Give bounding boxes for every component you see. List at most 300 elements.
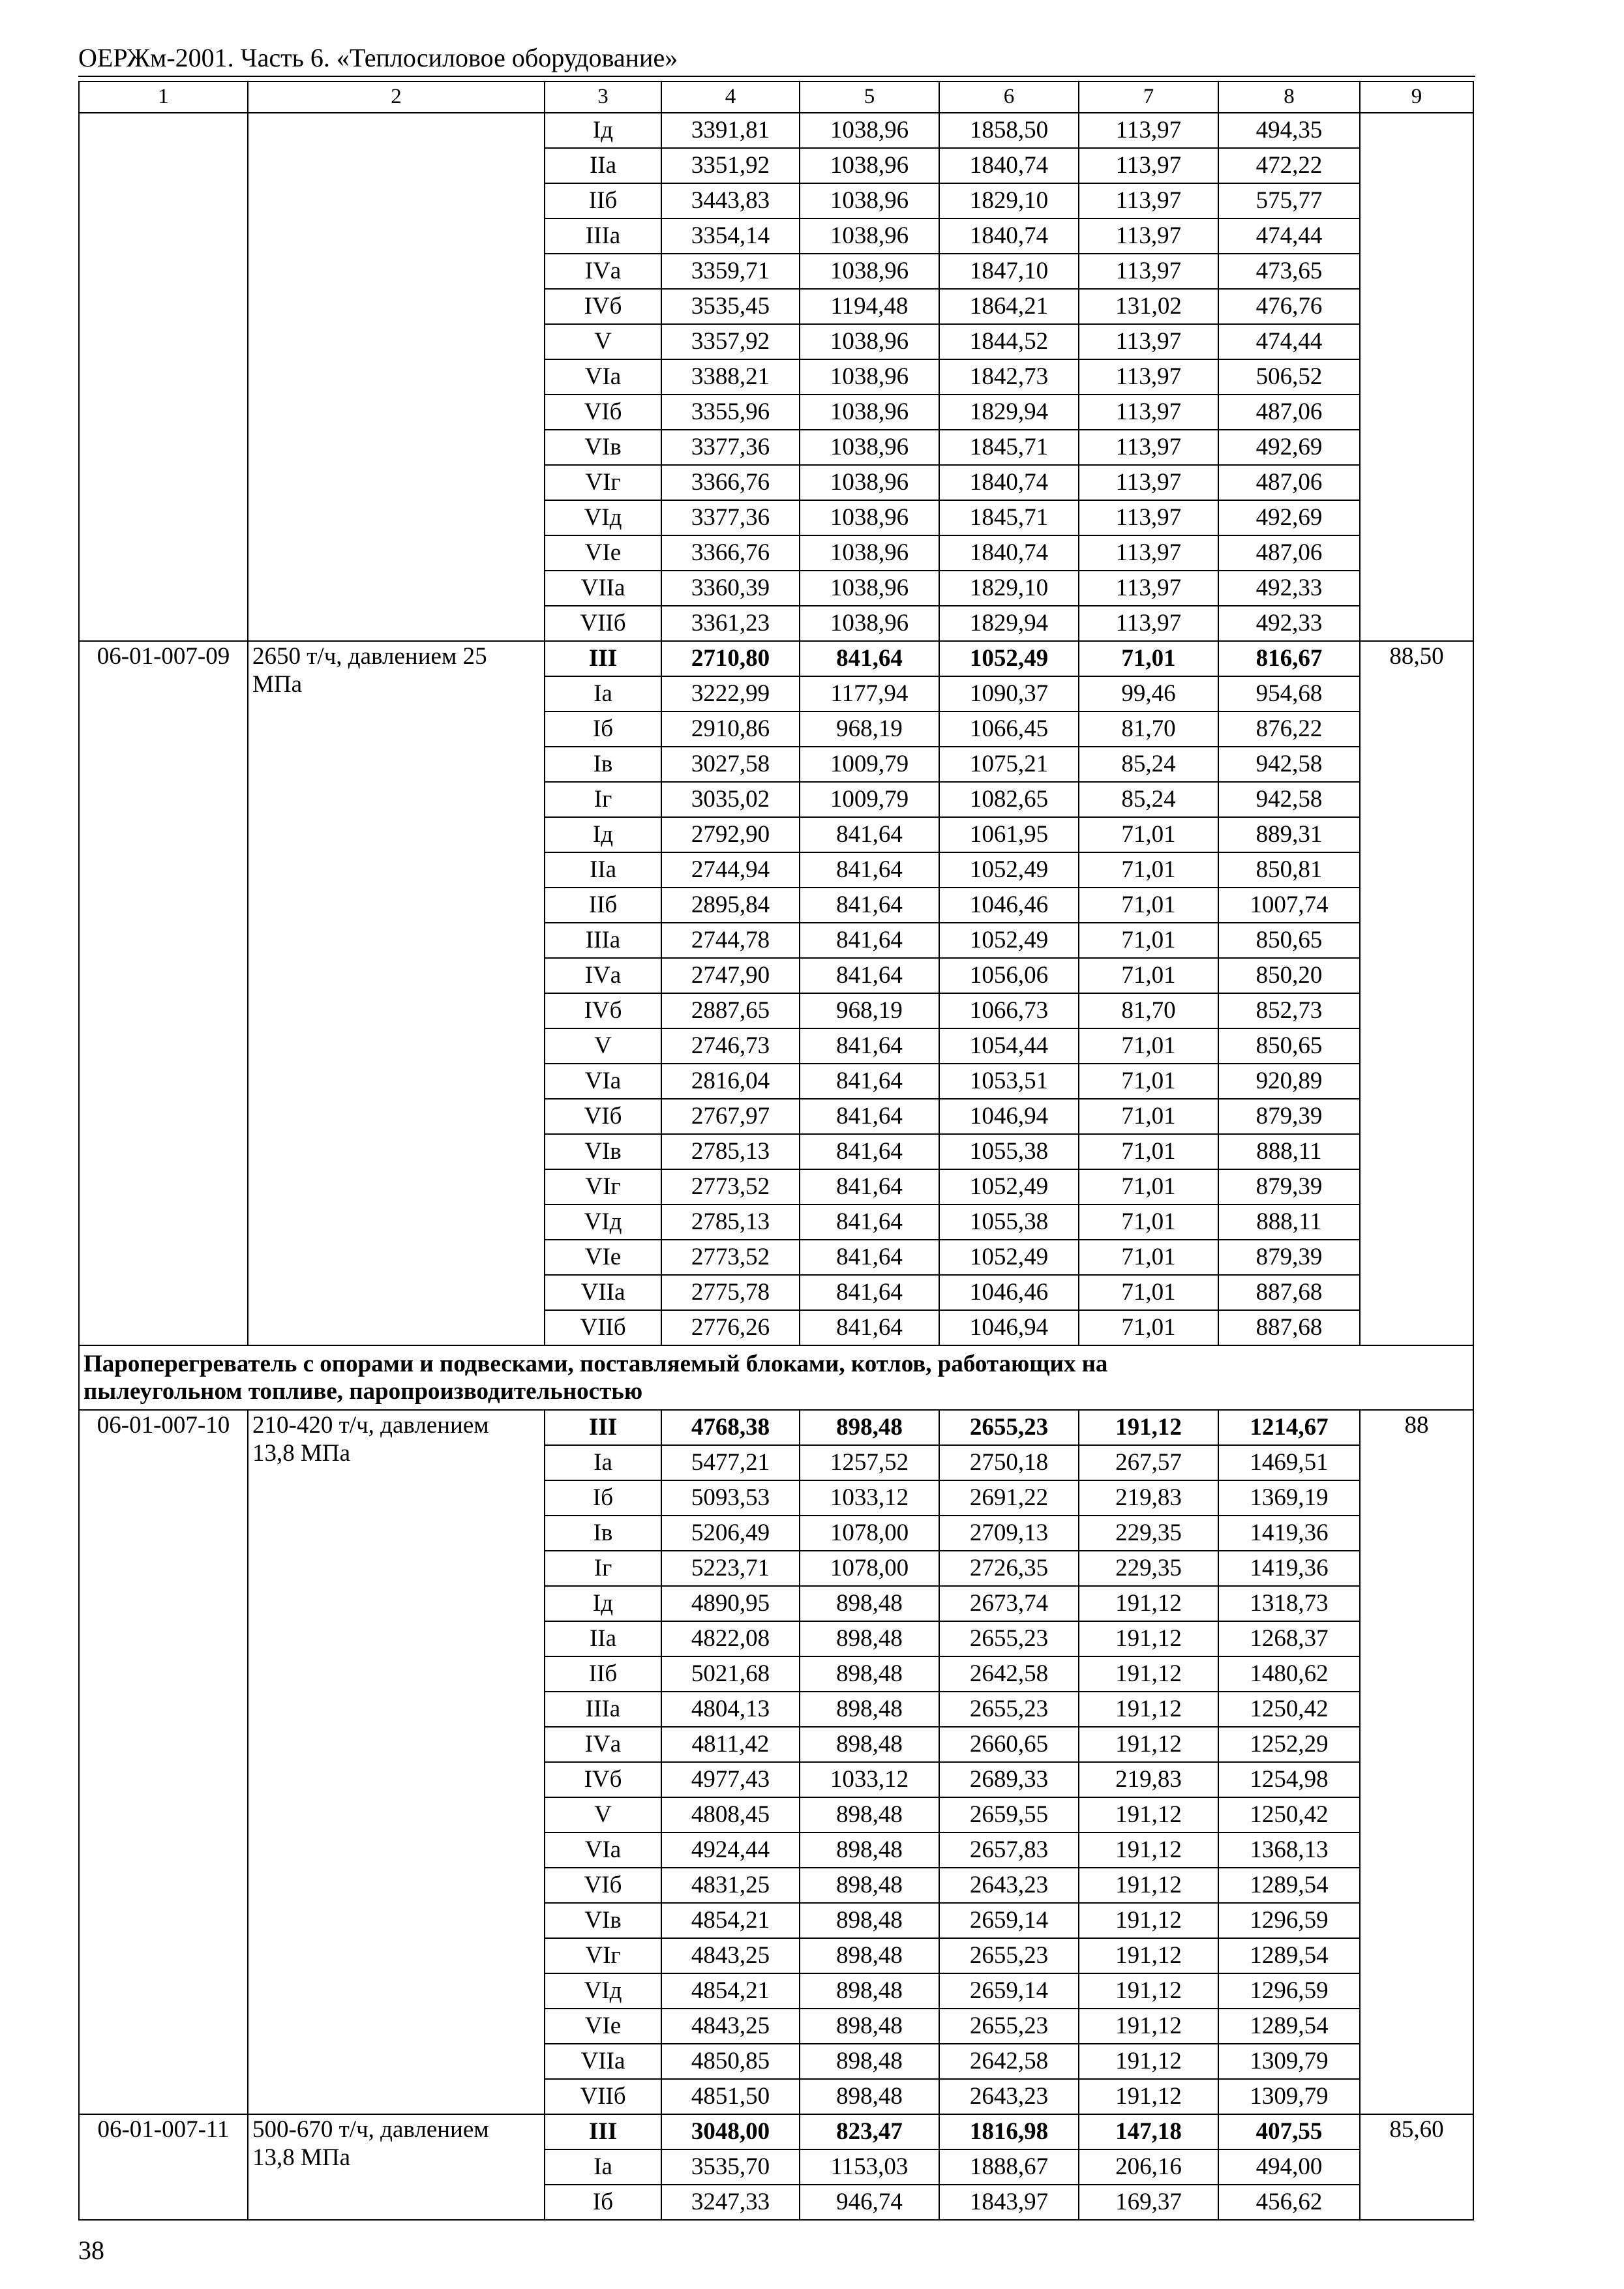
machine-costs-cell: 1840,74 <box>939 218 1079 254</box>
operator-wages-cell: 113,97 <box>1079 500 1218 535</box>
zone-cell: VIг <box>545 1938 661 1973</box>
labor-hours-cell: 88 <box>1360 1410 1473 2114</box>
direct-costs-cell: 4843,25 <box>661 2009 800 2044</box>
zone-cell: VIIа <box>545 2044 661 2079</box>
machine-costs-cell: 1046,94 <box>939 1099 1079 1134</box>
zone-cell: VIIа <box>545 1275 661 1310</box>
table-row <box>79 2114 1473 2149</box>
materials-cell: 492,69 <box>1218 430 1360 465</box>
direct-costs-cell: 2744,94 <box>661 852 800 888</box>
machine-costs-cell: 1840,74 <box>939 535 1079 571</box>
labor-wages-cell: 898,48 <box>800 1797 939 1833</box>
zone-cell: VIе <box>545 1240 661 1275</box>
operator-wages-cell: 71,01 <box>1079 641 1218 676</box>
zone-cell: IIб <box>545 888 661 923</box>
operator-wages-cell: 71,01 <box>1079 1099 1218 1134</box>
machine-costs-cell: 2655,23 <box>939 1938 1079 1973</box>
item-code: 06-01-007-10 <box>79 1410 248 2114</box>
item-code: 06-01-007-11 <box>79 2114 248 2220</box>
operator-wages-cell: 71,01 <box>1079 817 1218 852</box>
materials-cell: 850,20 <box>1218 958 1360 993</box>
operator-wages-cell: 71,01 <box>1079 1204 1218 1240</box>
direct-costs-cell: 4804,13 <box>661 1692 800 1727</box>
direct-costs-cell: 2773,52 <box>661 1169 800 1204</box>
machine-costs-cell: 1046,46 <box>939 1275 1079 1310</box>
direct-costs-cell: 4843,25 <box>661 1938 800 1973</box>
direct-costs-cell: 4808,45 <box>661 1797 800 1833</box>
direct-costs-cell: 2773,52 <box>661 1240 800 1275</box>
machine-costs-cell: 1844,52 <box>939 324 1079 359</box>
zone-cell: IIа <box>545 1621 661 1656</box>
materials-cell: 1309,79 <box>1218 2079 1360 2114</box>
direct-costs-cell: 4854,21 <box>661 1903 800 1938</box>
operator-wages-cell: 191,12 <box>1079 1586 1218 1621</box>
labor-hours-cell: 88,50 <box>1360 641 1473 1345</box>
direct-costs-cell: 4890,95 <box>661 1586 800 1621</box>
column-number: 5 <box>800 82 939 113</box>
machine-costs-cell: 1052,49 <box>939 641 1079 676</box>
materials-cell: 1419,36 <box>1218 1551 1360 1586</box>
operator-wages-cell: 113,97 <box>1079 148 1218 183</box>
labor-wages-cell: 1038,96 <box>800 218 939 254</box>
labor-wages-cell: 898,48 <box>800 1656 939 1692</box>
direct-costs-cell: 2776,26 <box>661 1310 800 1345</box>
column-number: 6 <box>939 82 1079 113</box>
direct-costs-cell: 3366,76 <box>661 535 800 571</box>
materials-cell: 473,65 <box>1218 254 1360 289</box>
machine-costs-cell: 2659,14 <box>939 1903 1079 1938</box>
direct-costs-cell: 2747,90 <box>661 958 800 993</box>
machine-costs-cell: 1052,49 <box>939 1240 1079 1275</box>
zone-cell: V <box>545 1797 661 1833</box>
direct-costs-cell: 5206,49 <box>661 1516 800 1551</box>
direct-costs-cell: 3366,76 <box>661 465 800 500</box>
labor-wages-cell: 841,64 <box>800 1099 939 1134</box>
operator-wages-cell: 147,18 <box>1079 2114 1218 2149</box>
direct-costs-cell: 2785,13 <box>661 1204 800 1240</box>
labor-wages-cell: 946,74 <box>800 2185 939 2220</box>
labor-wages-cell: 1038,96 <box>800 254 939 289</box>
materials-cell: 1289,54 <box>1218 1938 1360 1973</box>
column-number: 9 <box>1360 82 1473 113</box>
zone-cell: VIб <box>545 1099 661 1134</box>
labor-wages-cell: 1038,96 <box>800 430 939 465</box>
labor-wages-cell: 898,48 <box>800 1973 939 2009</box>
operator-wages-cell: 71,01 <box>1079 958 1218 993</box>
operator-wages-cell: 229,35 <box>1079 1516 1218 1551</box>
labor-wages-cell: 1038,96 <box>800 148 939 183</box>
zone-cell: IIб <box>545 183 661 218</box>
labor-wages-cell: 1078,00 <box>800 1551 939 1586</box>
item-code: 06-01-007-09 <box>79 641 248 1345</box>
labor-wages-cell: 898,48 <box>800 1621 939 1656</box>
zone-cell: VIе <box>545 2009 661 2044</box>
machine-costs-cell: 1055,38 <box>939 1134 1079 1169</box>
operator-wages-cell: 219,83 <box>1079 1762 1218 1797</box>
table-body <box>79 113 1473 2220</box>
operator-wages-cell: 191,12 <box>1079 2079 1218 2114</box>
operator-wages-cell: 81,70 <box>1079 711 1218 747</box>
zone-cell: III <box>545 1410 661 1445</box>
operator-wages-cell: 113,97 <box>1079 183 1218 218</box>
zone-cell: VIIб <box>545 606 661 641</box>
machine-costs-cell: 2659,14 <box>939 1973 1079 2009</box>
direct-costs-cell: 4831,25 <box>661 1868 800 1903</box>
zone-cell: Iв <box>545 1516 661 1551</box>
machine-costs-cell: 1056,06 <box>939 958 1079 993</box>
labor-wages-cell: 841,64 <box>800 1028 939 1064</box>
zone-cell: III <box>545 2114 661 2149</box>
zone-cell: Iг <box>545 1551 661 1586</box>
labor-wages-cell: 1257,52 <box>800 1445 939 1480</box>
materials-cell: 1296,59 <box>1218 1903 1360 1938</box>
machine-costs-cell: 1829,10 <box>939 183 1079 218</box>
labor-wages-cell: 1078,00 <box>800 1516 939 1551</box>
machine-costs-cell: 1075,21 <box>939 747 1079 782</box>
materials-cell: 887,68 <box>1218 1310 1360 1345</box>
labor-wages-cell: 898,48 <box>800 1727 939 1762</box>
operator-wages-cell: 191,12 <box>1079 1868 1218 1903</box>
labor-wages-cell: 1033,12 <box>800 1762 939 1797</box>
labor-wages-cell: 1038,96 <box>800 500 939 535</box>
table-header <box>79 82 1473 113</box>
machine-costs-cell: 2642,58 <box>939 2044 1079 2079</box>
materials-cell: 1250,42 <box>1218 1692 1360 1727</box>
labor-wages-cell: 1038,96 <box>800 606 939 641</box>
machine-costs-cell: 1816,98 <box>939 2114 1079 2149</box>
direct-costs-cell: 2744,78 <box>661 923 800 958</box>
materials-cell: 879,39 <box>1218 1240 1360 1275</box>
materials-cell: 1469,51 <box>1218 1445 1360 1480</box>
direct-costs-cell: 3027,58 <box>661 747 800 782</box>
operator-wages-cell: 169,37 <box>1079 2185 1218 2220</box>
page-header-title: ОЕРЖм-2001. Часть 6. «Теплосиловое оборудование» <box>78 43 678 72</box>
materials-cell: 487,06 <box>1218 395 1360 430</box>
machine-costs-cell: 1054,44 <box>939 1028 1079 1064</box>
labor-wages-cell: 841,64 <box>800 1134 939 1169</box>
materials-cell: 1296,59 <box>1218 1973 1360 2009</box>
zone-cell: VIб <box>545 1868 661 1903</box>
direct-costs-cell: 2767,97 <box>661 1099 800 1134</box>
operator-wages-cell: 113,97 <box>1079 324 1218 359</box>
machine-costs-cell: 1052,49 <box>939 923 1079 958</box>
zone-cell: VIIб <box>545 1310 661 1345</box>
labor-wages-cell: 841,64 <box>800 1204 939 1240</box>
machine-costs-cell: 2655,23 <box>939 1692 1079 1727</box>
materials-cell: 888,11 <box>1218 1134 1360 1169</box>
zone-cell: Iа <box>545 1445 661 1480</box>
machine-costs-cell: 1046,94 <box>939 1310 1079 1345</box>
operator-wages-cell: 113,97 <box>1079 571 1218 606</box>
machine-costs-cell: 2689,33 <box>939 1762 1079 1797</box>
labor-wages-cell: 841,64 <box>800 852 939 888</box>
direct-costs-cell: 3377,36 <box>661 430 800 465</box>
labor-wages-cell: 841,64 <box>800 1240 939 1275</box>
materials-cell: 474,44 <box>1218 324 1360 359</box>
materials-cell: 474,44 <box>1218 218 1360 254</box>
direct-costs-cell: 4850,85 <box>661 2044 800 2079</box>
materials-cell: 879,39 <box>1218 1169 1360 1204</box>
operator-wages-cell: 71,01 <box>1079 852 1218 888</box>
materials-cell: 879,39 <box>1218 1099 1360 1134</box>
direct-costs-cell: 4851,50 <box>661 2079 800 2114</box>
zone-cell: VIв <box>545 430 661 465</box>
machine-costs-cell: 1829,10 <box>939 571 1079 606</box>
machine-costs-cell: 2673,74 <box>939 1586 1079 1621</box>
column-number: 4 <box>661 82 800 113</box>
column-number: 2 <box>248 82 545 113</box>
zone-cell: VIд <box>545 1204 661 1240</box>
materials-cell: 1318,73 <box>1218 1586 1360 1621</box>
operator-wages-cell: 71,01 <box>1079 1275 1218 1310</box>
zone-cell: VIд <box>545 500 661 535</box>
materials-cell: 1419,36 <box>1218 1516 1360 1551</box>
operator-wages-cell: 71,01 <box>1079 1134 1218 1169</box>
labor-wages-cell: 841,64 <box>800 817 939 852</box>
machine-costs-cell: 1845,71 <box>939 430 1079 465</box>
materials-cell: 476,76 <box>1218 289 1360 324</box>
labor-hours-cell <box>1360 113 1473 641</box>
operator-wages-cell: 191,12 <box>1079 1656 1218 1692</box>
machine-costs-cell: 2655,23 <box>939 1621 1079 1656</box>
operator-wages-cell: 131,02 <box>1079 289 1218 324</box>
zone-cell: IVа <box>545 958 661 993</box>
materials-cell: 1368,13 <box>1218 1833 1360 1868</box>
table-row <box>79 641 1473 676</box>
zone-cell: IIIа <box>545 923 661 958</box>
materials-cell: 492,33 <box>1218 571 1360 606</box>
labor-wages-cell: 968,19 <box>800 711 939 747</box>
labor-wages-cell: 1194,48 <box>800 289 939 324</box>
zone-cell: Iб <box>545 711 661 747</box>
zone-cell: IVб <box>545 1762 661 1797</box>
column-number: 1 <box>79 82 248 113</box>
machine-costs-cell: 2657,83 <box>939 1833 1079 1868</box>
labor-wages-cell: 841,64 <box>800 888 939 923</box>
direct-costs-cell: 2792,90 <box>661 817 800 852</box>
labor-wages-cell: 898,48 <box>800 1938 939 1973</box>
direct-costs-cell: 3048,00 <box>661 2114 800 2149</box>
materials-cell: 850,81 <box>1218 852 1360 888</box>
labor-wages-cell: 898,48 <box>800 2009 939 2044</box>
zone-cell: VIа <box>545 359 661 395</box>
materials-cell: 456,62 <box>1218 2185 1360 2220</box>
column-number-row <box>79 82 1473 113</box>
zone-cell: Iд <box>545 113 661 148</box>
zone-cell: IVб <box>545 993 661 1028</box>
item-description: 2650 т/ч, давлением 25 МПа <box>248 641 545 1345</box>
zone-cell: VIв <box>545 1903 661 1938</box>
materials-cell: 472,22 <box>1218 148 1360 183</box>
operator-wages-cell: 81,70 <box>1079 993 1218 1028</box>
machine-costs-cell: 2643,23 <box>939 2079 1079 2114</box>
materials-cell: 1252,29 <box>1218 1727 1360 1762</box>
zone-cell: VIа <box>545 1833 661 1868</box>
materials-cell: 1268,37 <box>1218 1621 1360 1656</box>
operator-wages-cell: 191,12 <box>1079 2009 1218 2044</box>
machine-costs-cell: 1046,46 <box>939 888 1079 923</box>
materials-cell: 575,77 <box>1218 183 1360 218</box>
zone-cell: VIг <box>545 465 661 500</box>
zone-cell: Iг <box>545 782 661 817</box>
materials-cell: 487,06 <box>1218 465 1360 500</box>
zone-cell: VIг <box>545 1169 661 1204</box>
operator-wages-cell: 191,12 <box>1079 1833 1218 1868</box>
machine-costs-cell: 1840,74 <box>939 148 1079 183</box>
zone-cell: V <box>545 324 661 359</box>
direct-costs-cell: 3388,21 <box>661 359 800 395</box>
operator-wages-cell: 71,01 <box>1079 923 1218 958</box>
labor-wages-cell: 898,48 <box>800 1833 939 1868</box>
labor-wages-cell: 841,64 <box>800 1310 939 1345</box>
labor-wages-cell: 898,48 <box>800 2044 939 2079</box>
machine-costs-cell: 1845,71 <box>939 500 1079 535</box>
materials-cell: 494,00 <box>1218 2149 1360 2185</box>
direct-costs-cell: 3391,81 <box>661 113 800 148</box>
machine-costs-cell: 1090,37 <box>939 676 1079 711</box>
materials-cell: 852,73 <box>1218 993 1360 1028</box>
zone-cell: IIIа <box>545 218 661 254</box>
direct-costs-cell: 4977,43 <box>661 1762 800 1797</box>
labor-wages-cell: 823,47 <box>800 2114 939 2149</box>
materials-cell: 954,68 <box>1218 676 1360 711</box>
direct-costs-cell: 2775,78 <box>661 1275 800 1310</box>
operator-wages-cell: 113,97 <box>1079 359 1218 395</box>
materials-cell: 506,52 <box>1218 359 1360 395</box>
machine-costs-cell: 2709,13 <box>939 1516 1079 1551</box>
table-row <box>79 1410 1473 1445</box>
direct-costs-cell: 4768,38 <box>661 1410 800 1445</box>
operator-wages-cell: 191,12 <box>1079 1797 1218 1833</box>
labor-wages-cell: 1038,96 <box>800 183 939 218</box>
machine-costs-cell: 1847,10 <box>939 254 1079 289</box>
operator-wages-cell: 113,97 <box>1079 430 1218 465</box>
operator-wages-cell: 113,97 <box>1079 395 1218 430</box>
operator-wages-cell: 113,97 <box>1079 535 1218 571</box>
item-code <box>79 113 248 641</box>
materials-cell: 1007,74 <box>1218 888 1360 923</box>
machine-costs-cell: 1843,97 <box>939 2185 1079 2220</box>
table-row <box>79 113 1473 148</box>
operator-wages-cell: 191,12 <box>1079 1692 1218 1727</box>
labor-wages-cell: 841,64 <box>800 1275 939 1310</box>
direct-costs-cell: 3351,92 <box>661 148 800 183</box>
labor-wages-cell: 898,48 <box>800 1410 939 1445</box>
labor-wages-cell: 841,64 <box>800 1169 939 1204</box>
machine-costs-cell: 1829,94 <box>939 395 1079 430</box>
operator-wages-cell: 191,12 <box>1079 1973 1218 2009</box>
machine-costs-cell: 1840,74 <box>939 465 1079 500</box>
direct-costs-cell: 5223,71 <box>661 1551 800 1586</box>
operator-wages-cell: 219,83 <box>1079 1480 1218 1516</box>
materials-cell: 816,67 <box>1218 641 1360 676</box>
labor-wages-cell: 1038,96 <box>800 359 939 395</box>
operator-wages-cell: 85,24 <box>1079 747 1218 782</box>
direct-costs-cell: 4822,08 <box>661 1621 800 1656</box>
labor-wages-cell: 841,64 <box>800 1064 939 1099</box>
labor-wages-cell: 898,48 <box>800 2079 939 2114</box>
operator-wages-cell: 191,12 <box>1079 1938 1218 1973</box>
machine-costs-cell: 1082,65 <box>939 782 1079 817</box>
materials-cell: 1214,67 <box>1218 1410 1360 1445</box>
materials-cell: 407,55 <box>1218 2114 1360 2149</box>
zone-cell: VIб <box>545 395 661 430</box>
operator-wages-cell: 267,57 <box>1079 1445 1218 1480</box>
materials-cell: 487,06 <box>1218 535 1360 571</box>
direct-costs-cell: 4854,21 <box>661 1973 800 2009</box>
materials-cell: 942,58 <box>1218 782 1360 817</box>
rates-table <box>78 81 1474 2221</box>
direct-costs-cell: 3377,36 <box>661 500 800 535</box>
direct-costs-cell: 2910,86 <box>661 711 800 747</box>
direct-costs-cell: 3222,99 <box>661 676 800 711</box>
operator-wages-cell: 99,46 <box>1079 676 1218 711</box>
direct-costs-cell: 2816,04 <box>661 1064 800 1099</box>
machine-costs-cell: 1842,73 <box>939 359 1079 395</box>
direct-costs-cell: 5093,53 <box>661 1480 800 1516</box>
labor-wages-cell: 1009,79 <box>800 782 939 817</box>
direct-costs-cell: 3535,45 <box>661 289 800 324</box>
item-description: 500-670 т/ч, давлением 13,8 МПа <box>248 2114 545 2220</box>
materials-cell: 888,11 <box>1218 1204 1360 1240</box>
operator-wages-cell: 113,97 <box>1079 113 1218 148</box>
materials-cell: 492,69 <box>1218 500 1360 535</box>
labor-wages-cell: 1038,96 <box>800 465 939 500</box>
direct-costs-cell: 4811,42 <box>661 1727 800 1762</box>
labor-wages-cell: 1177,94 <box>800 676 939 711</box>
machine-costs-cell: 2655,23 <box>939 2009 1079 2044</box>
machine-costs-cell: 1055,38 <box>939 1204 1079 1240</box>
direct-costs-cell: 2785,13 <box>661 1134 800 1169</box>
zone-cell: IVа <box>545 254 661 289</box>
operator-wages-cell: 229,35 <box>1079 1551 1218 1586</box>
operator-wages-cell: 71,01 <box>1079 888 1218 923</box>
operator-wages-cell: 191,12 <box>1079 2044 1218 2079</box>
direct-costs-cell: 2746,73 <box>661 1028 800 1064</box>
labor-wages-cell: 1038,96 <box>800 324 939 359</box>
operator-wages-cell: 85,24 <box>1079 782 1218 817</box>
direct-costs-cell: 2710,80 <box>661 641 800 676</box>
machine-costs-cell: 1066,45 <box>939 711 1079 747</box>
machine-costs-cell: 2660,65 <box>939 1727 1079 1762</box>
direct-costs-cell: 3357,92 <box>661 324 800 359</box>
materials-cell: 1250,42 <box>1218 1797 1360 1833</box>
materials-cell: 942,58 <box>1218 747 1360 782</box>
operator-wages-cell: 191,12 <box>1079 1727 1218 1762</box>
materials-cell: 850,65 <box>1218 1028 1360 1064</box>
materials-cell: 920,89 <box>1218 1064 1360 1099</box>
labor-wages-cell: 841,64 <box>800 923 939 958</box>
labor-wages-cell: 841,64 <box>800 641 939 676</box>
machine-costs-cell: 1864,21 <box>939 289 1079 324</box>
machine-costs-cell: 2643,23 <box>939 1868 1079 1903</box>
machine-costs-cell: 2750,18 <box>939 1445 1079 1480</box>
machine-costs-cell: 1858,50 <box>939 113 1079 148</box>
materials-cell: 887,68 <box>1218 1275 1360 1310</box>
item-description: 210-420 т/ч, давлением 13,8 МПа <box>248 1410 545 2114</box>
zone-cell: Iа <box>545 2149 661 2185</box>
operator-wages-cell: 71,01 <box>1079 1240 1218 1275</box>
labor-wages-cell: 1153,03 <box>800 2149 939 2185</box>
materials-cell: 1309,79 <box>1218 2044 1360 2079</box>
labor-hours-cell: 85,60 <box>1360 2114 1473 2220</box>
column-number: 3 <box>545 82 661 113</box>
direct-costs-cell: 3360,39 <box>661 571 800 606</box>
materials-cell: 889,31 <box>1218 817 1360 852</box>
machine-costs-cell: 1066,73 <box>939 993 1079 1028</box>
machine-costs-cell: 2659,55 <box>939 1797 1079 1833</box>
machine-costs-cell: 1052,49 <box>939 852 1079 888</box>
